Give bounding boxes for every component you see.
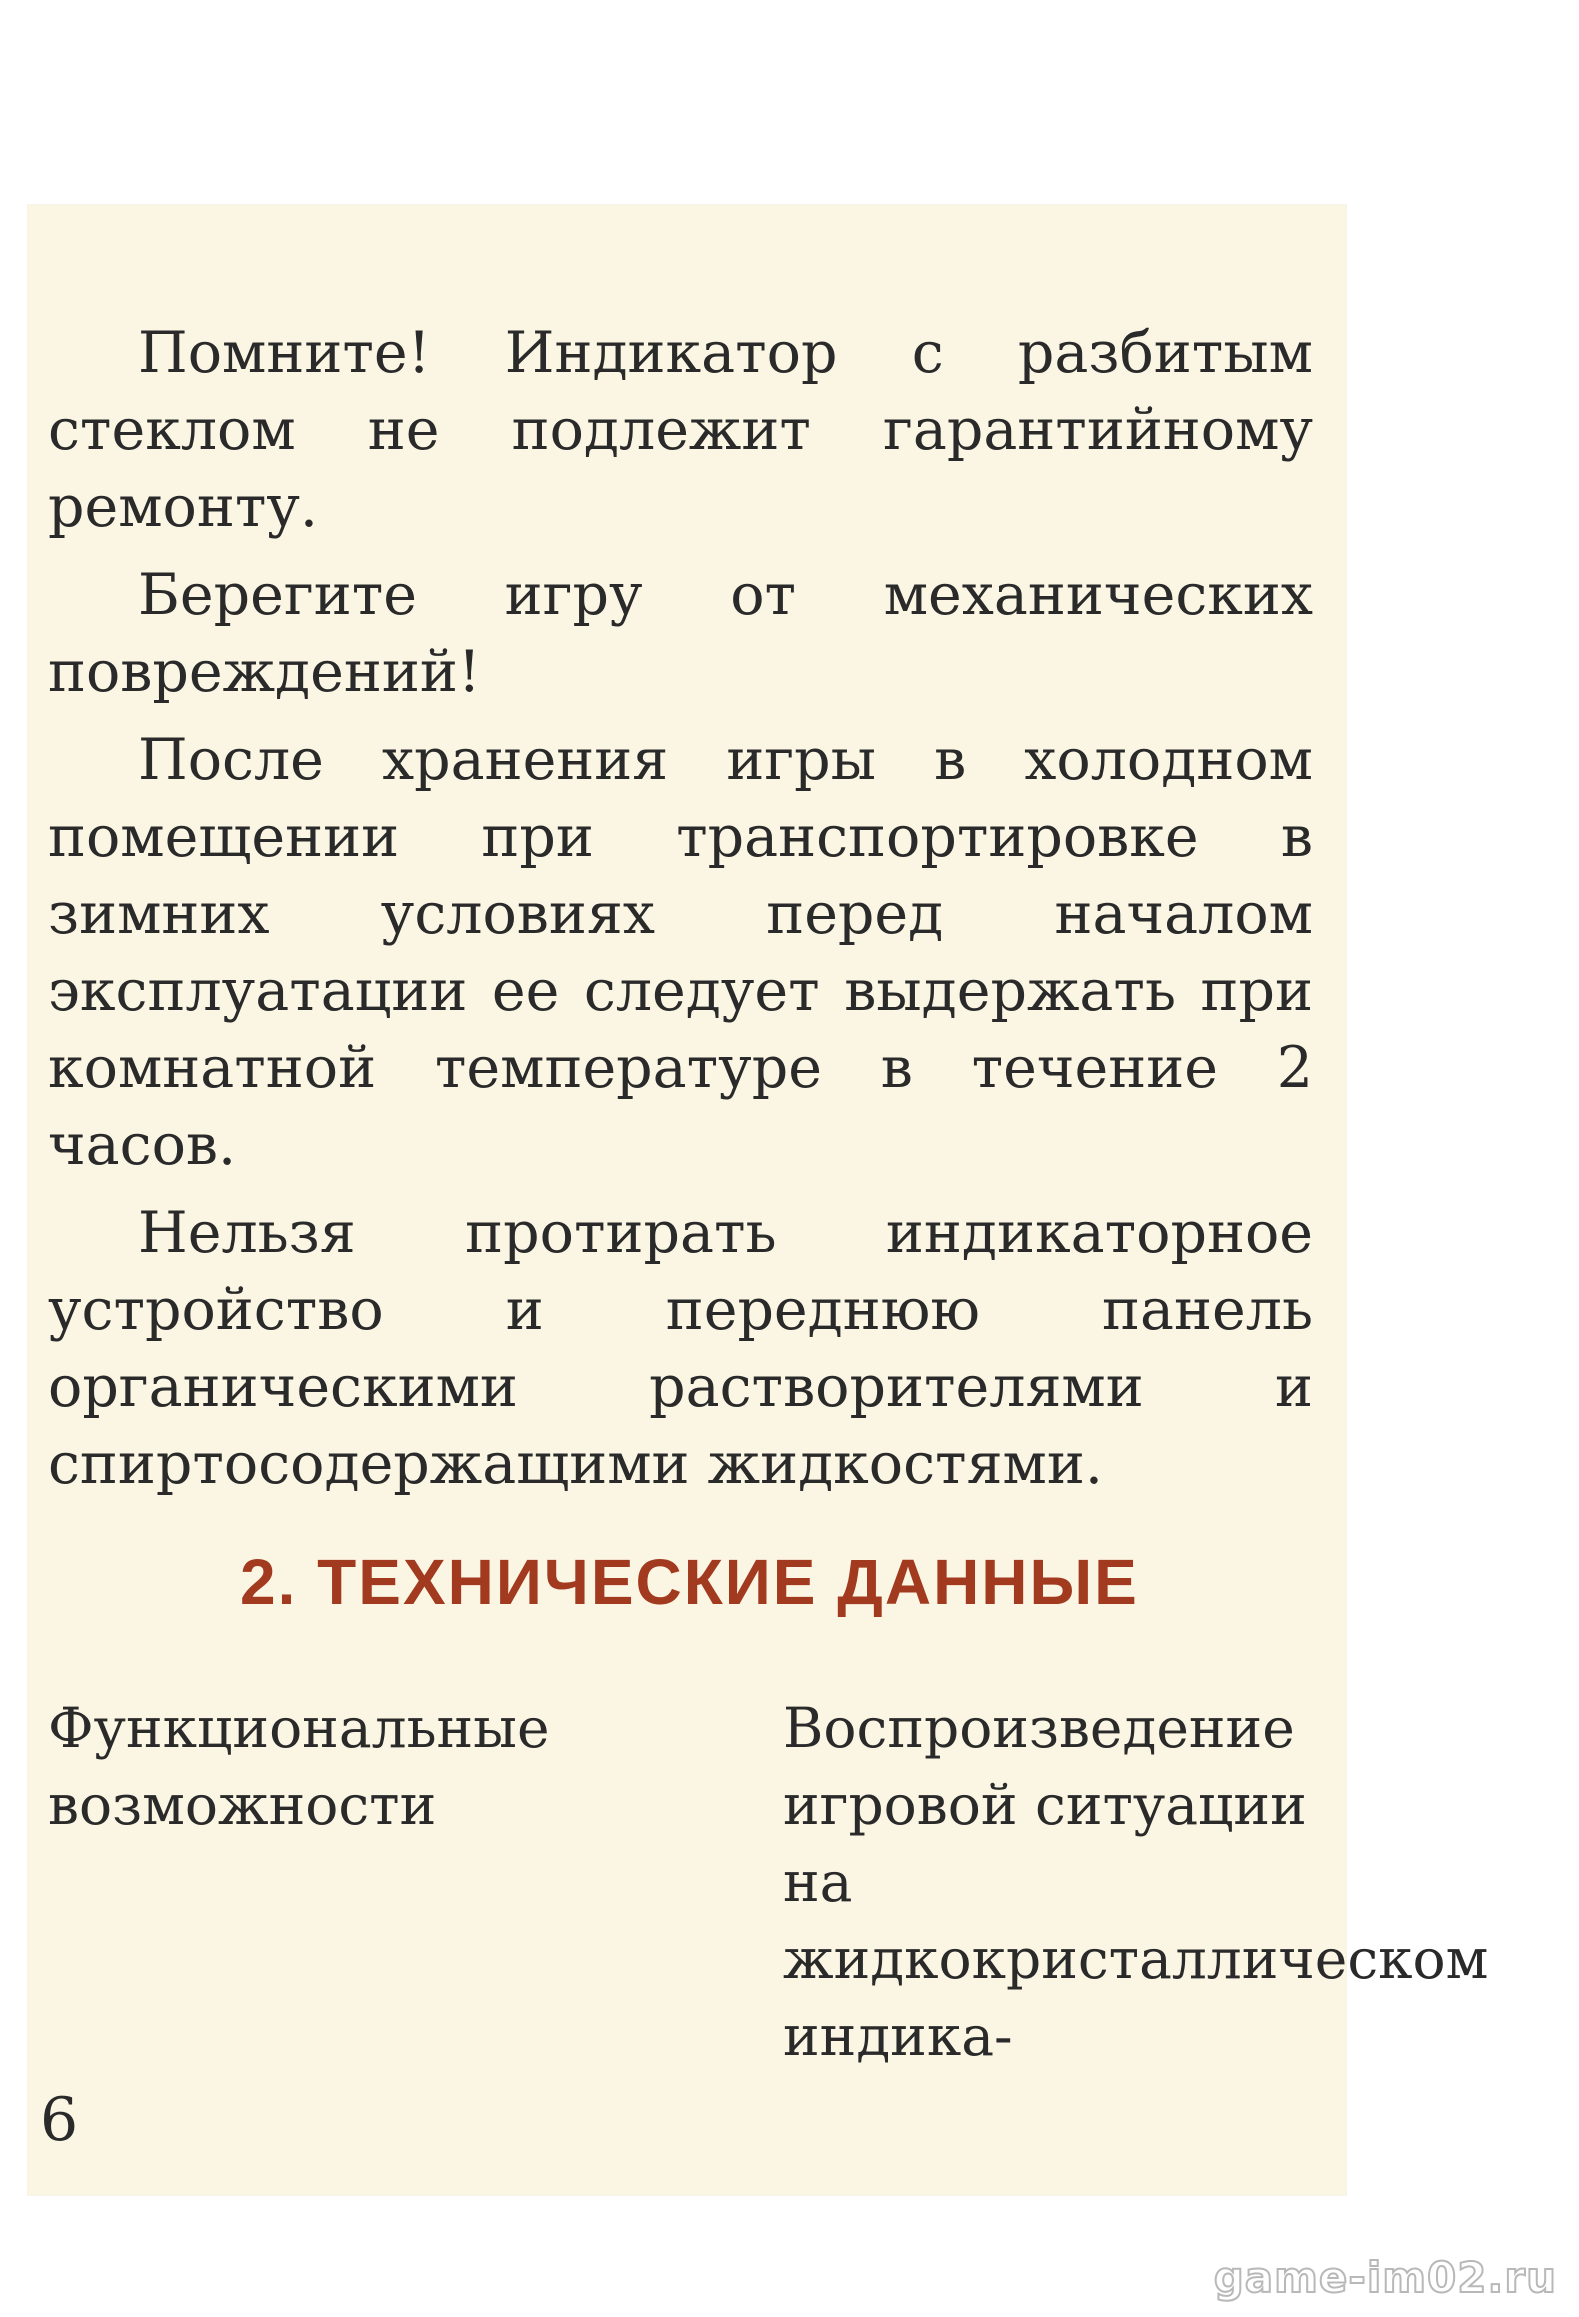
storage-paragraph: После хранения игры в холодном помещении при транспортировке в зимних условиях перед началом эксплуатации ее следует выдержать при комнатной температуре в течение 2 часов. — [48, 727, 1313, 1178]
spec-value: Воспроизведение игровой ситуации на жидкокристаллическом индика- — [783, 1696, 1489, 2068]
section-title: 2. ТЕХНИЧЕСКИЕ ДАННЫЕ — [240, 1546, 1139, 1618]
watermark: game-im02.ru — [1213, 2253, 1557, 2302]
cleaning-paragraph: Нельзя протирать индикаторное устройство и переднюю панель органическими растворителями и спиртосодержащими жидкостями. — [48, 1200, 1313, 1497]
page-number: 6 — [40, 2085, 79, 2155]
spec-name: Функциональные возможности — [48, 1696, 550, 1837]
warning-paragraph: Помните! Индикатор с разбитым стеклом не подлежит гарантийному ремонту. — [48, 320, 1313, 540]
body-text — [48, 315, 1313, 1514]
care-paragraph: Берегите игру от механических повреждений! — [48, 562, 1313, 705]
